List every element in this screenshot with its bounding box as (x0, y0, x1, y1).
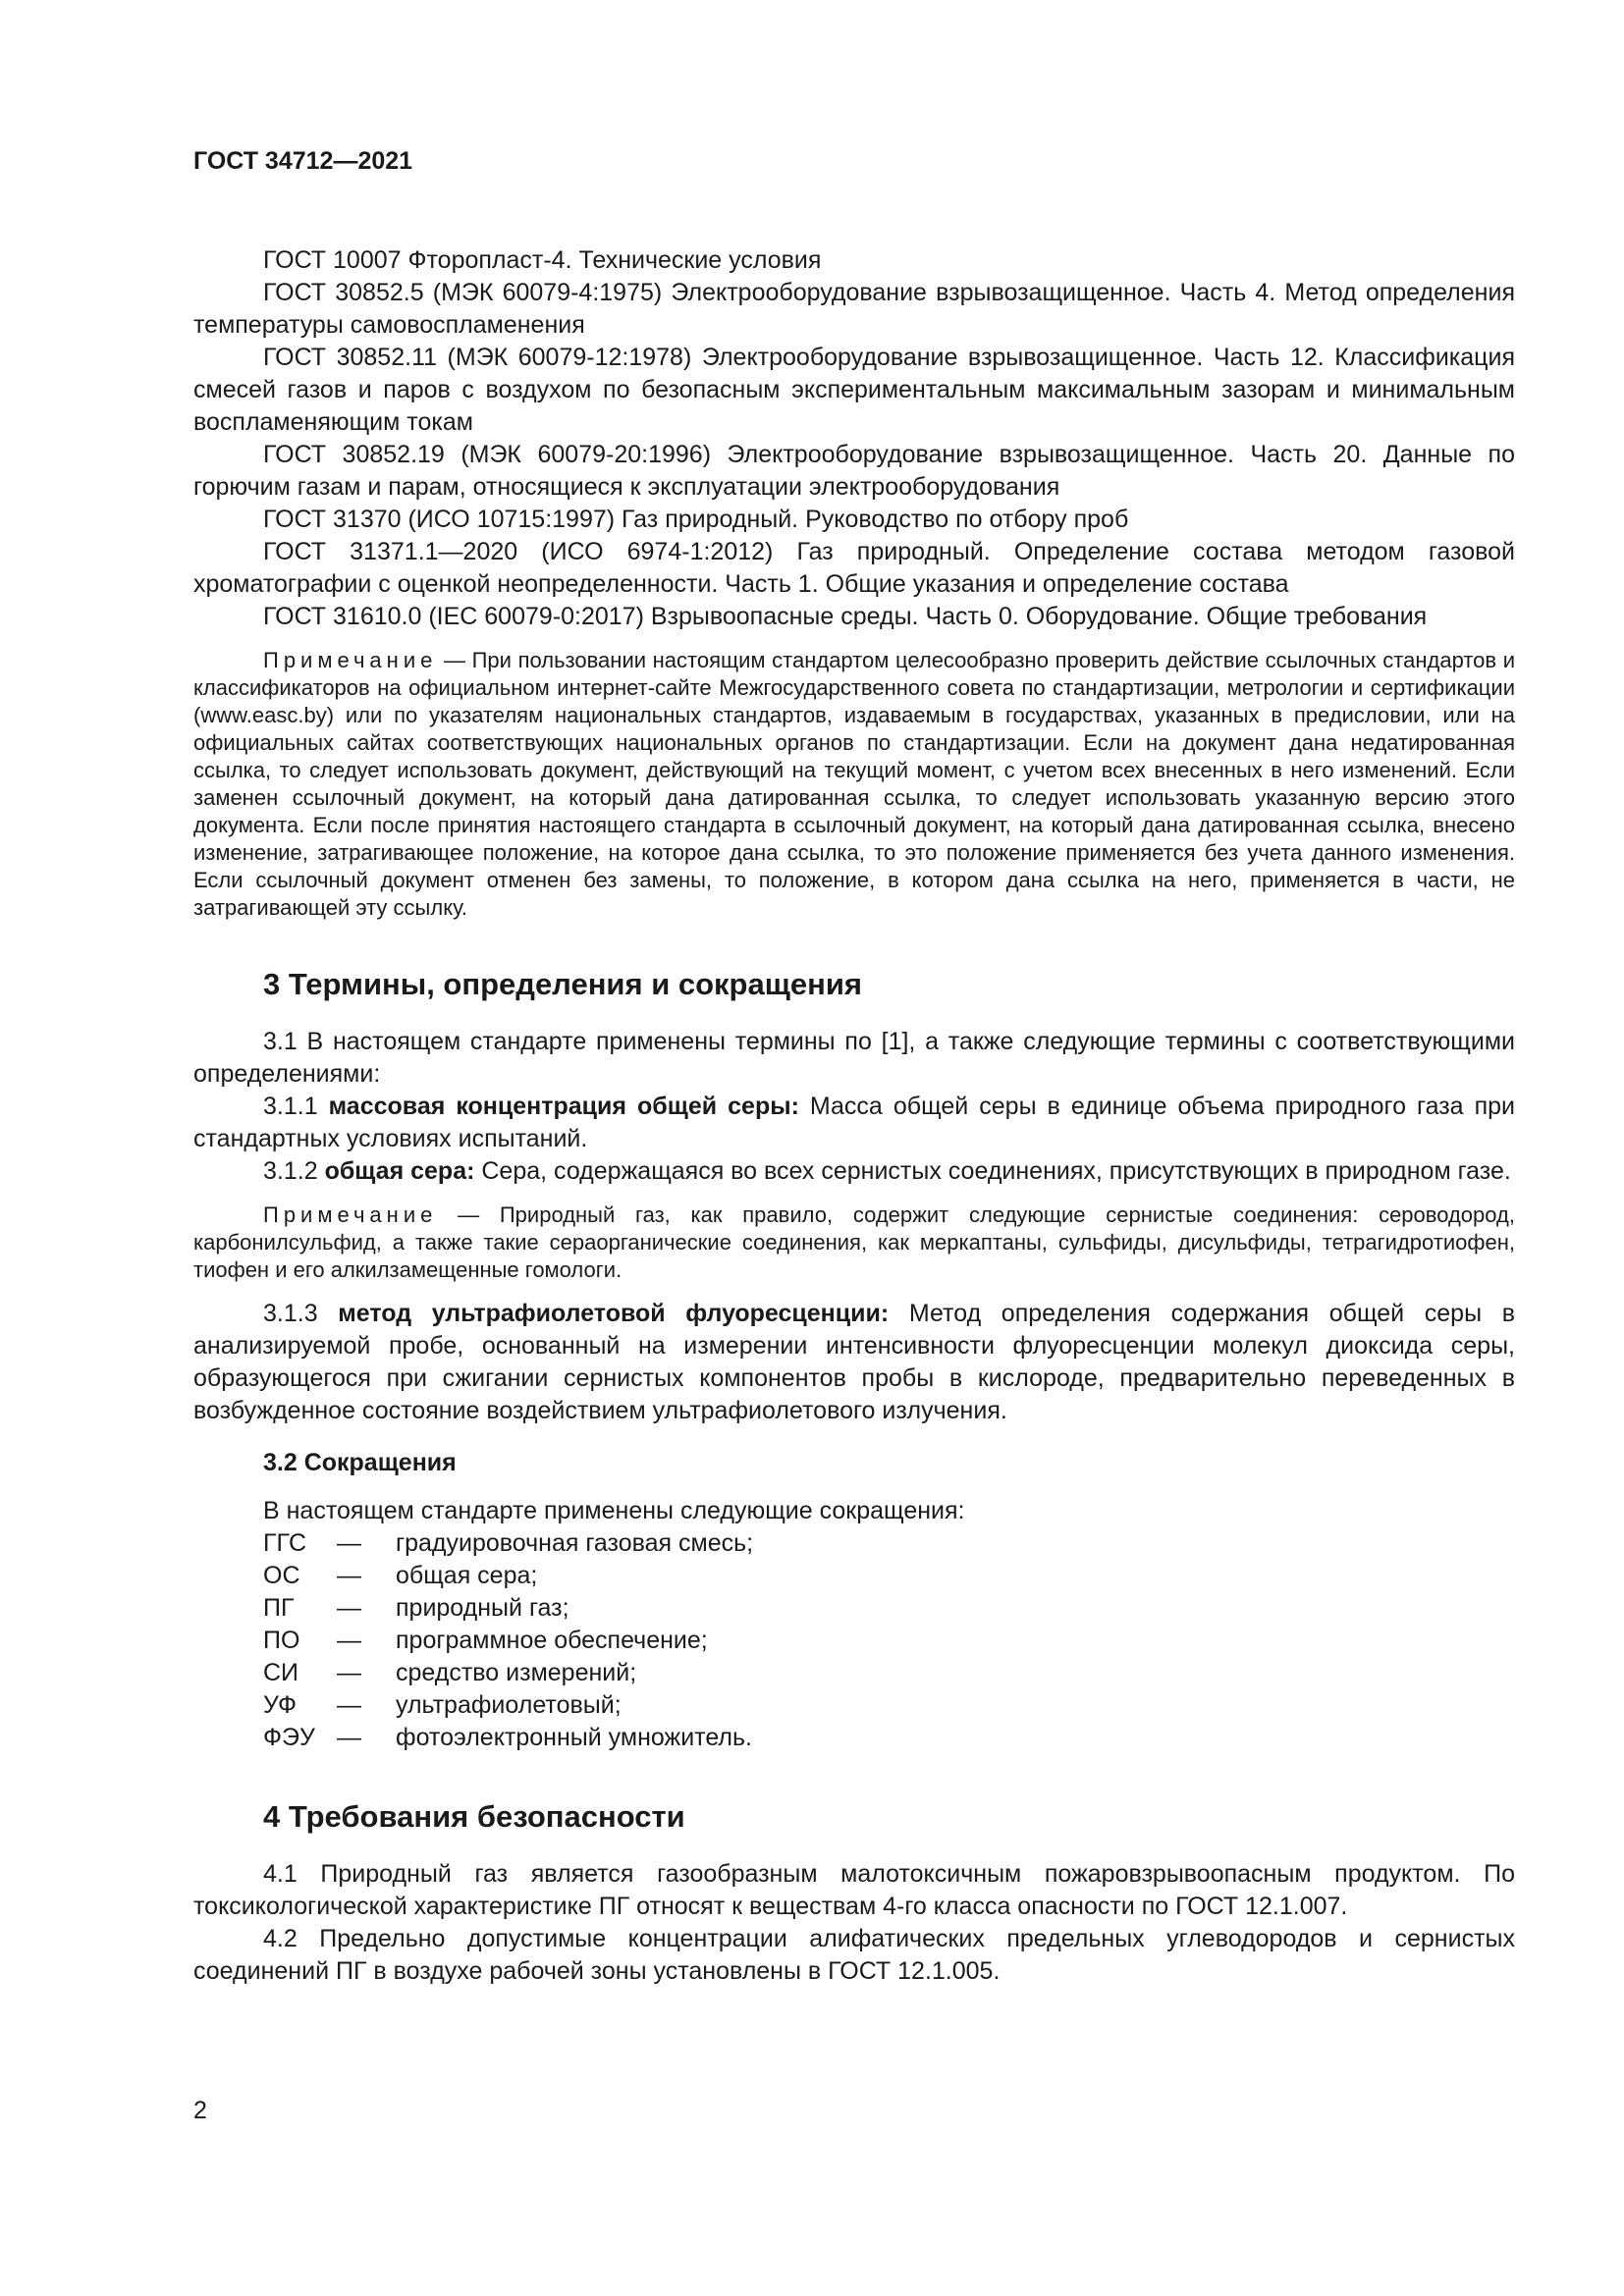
abbreviation-meaning: градуировочная газовая смесь; (396, 1529, 754, 1557)
reference-item: ГОСТ 30852.5 (МЭК 60079-4:1975) Электрооборудование взрывозащищенное. Часть 4. Метод определения температуры самовоспламенения (193, 279, 1515, 339)
abbreviation-dash: — (337, 1594, 361, 1622)
abbreviation: УФ (263, 1691, 298, 1719)
paragraph-4-1: 4.1 Природный газ является газообразным малотоксичным пожаровзрывоопасным продуктом. По токсикологической характеристике ПГ относят к веществам 4-го класса опасности по ГОСТ 12.1.007. (193, 1860, 1515, 1920)
term-definition: Метод определения содержания общей серы в анализируемой пробе, основанный на измерении интенсивности флуоресценции молекул диоксида серы, образующегося при сжигании сернистых компонентов пробы в кислороде, предварительно переведенных в возбужденное состояние воздействием ультрафиолетового излучения. (193, 1300, 1515, 1424)
note-text: — При пользовании настоящим стандартом целесообразно проверить действие ссылочных стандартов и классификаторов на официальном интернет-сайте Межгосударственного совета по стандартизации, метрологии и сертификации (www.easc.by) или по указателям национальных стандартов, издаваемым в государствах, указанных в предисловии, или на официальных сайтах соответствующих национальных органов по стандартизации. Если на документ дана недатированная ссылка, то следует использовать документ, действующий на текущий момент, с учетом всех внесенных в него изменений. Если заменен ссылочный документ, на который дана датированная ссылка, то следует использовать указанную версию этого документа. Если после принятия настоящего стандарта в ссылочный документ, на который дана датированная ссылка, внесено изменение, затрагивающее положение, на которое дана ссылка, то это положение применяется без учета данного изменения. Если ссылочный документ отменен без замены, то положение, в котором дана ссылка на него, применяется в части, не затрагивающей эту ссылку. (193, 648, 1516, 920)
abbreviation-row (263, 1689, 1515, 1722)
abbreviation-meaning: природный газ; (396, 1594, 569, 1622)
abbreviation-meaning: программное обеспечение; (396, 1627, 708, 1654)
note-sulfur-compounds (193, 1201, 1515, 1284)
reference-item: ГОСТ 30852.11 (МЭК 60079-12:1978) Электрооборудование взрывозащищенное. Часть 12. Классификация смесей газов и паров с воздухом по безопасным экспериментальным максимальным зазорам и минимальным воспламеняющим токам (193, 344, 1515, 436)
abbreviation-row (263, 1722, 1515, 1754)
term-definition: Сера, содержащаяся во всех сернистых соединениях, присутствующих в природном газе. (481, 1157, 1511, 1185)
abbreviation: ГГС (263, 1529, 307, 1557)
abbreviation: ФЭУ (263, 1724, 315, 1751)
abbreviation-meaning: общая сера; (396, 1562, 538, 1589)
abbreviation-dash: — (337, 1724, 361, 1751)
abbreviation-row (263, 1527, 1515, 1560)
term-name: массовая концентрация общей серы: (328, 1093, 799, 1120)
paragraph-4-2: 4.2 Предельно допустимые концентрации алифатических предельных углеводородов и сернистых соединений ПГ в воздухе рабочей зоны установлены в ГОСТ 12.1.005. (193, 1925, 1515, 1985)
term-number: 3.1.1 (263, 1093, 318, 1120)
note-label: Примечание (263, 648, 438, 672)
note-references (193, 647, 1515, 922)
abbreviation-meaning: фотоэлектронный умножитель. (396, 1724, 752, 1751)
term-3-1-3 (193, 1298, 1515, 1427)
abbreviation: ПО (263, 1627, 300, 1654)
section-3-title: 3 Термины, определения и сокращения (263, 967, 862, 1001)
page-number: 2 (193, 2097, 207, 2124)
abbreviation-row (263, 1625, 1515, 1657)
abbreviation-row (263, 1560, 1515, 1592)
term-3-1-1 (193, 1091, 1515, 1155)
reference-item: ГОСТ 31371.1—2020 (ИСО 6974-1:2012) Газ природный. Определение состава методом газовой хроматографии с оценкой неопределенности. Часть 1. Общие указания и определение состава (193, 538, 1515, 598)
abbreviation: СИ (263, 1659, 299, 1686)
abbreviation: ПГ (263, 1594, 295, 1622)
term-definition: Масса общей серы в единице объема природного газа при стандартных условиях испытаний. (193, 1093, 1515, 1152)
reference-item: ГОСТ 10007 Фторопласт-4. Технические условия (263, 246, 822, 274)
reference-item: ГОСТ 31370 (ИСО 10715:1997) Газ природный. Руководство по отбору проб (263, 506, 1129, 533)
term-name: метод ультрафиолетовой флуоресценции: (338, 1300, 890, 1327)
abbreviation-row (263, 1592, 1515, 1625)
reference-item: ГОСТ 31610.0 (IEC 60079-0:2017) Взрывоопасные среды. Часть 0. Оборудование. Общие требования (263, 603, 1428, 630)
abbreviations-intro: В настоящем стандарте применены следующие сокращения: (263, 1497, 965, 1524)
paragraph-3-1: 3.1 В настоящем стандарте применены термины по [1], а также следующие термины с соответствующими определениями: (193, 1028, 1515, 1088)
note-label: Примечание (263, 1202, 438, 1227)
subsection-3-2-title: 3.2 Сокращения (263, 1449, 457, 1476)
section-4-title: 4 Требования безопасности (263, 1799, 685, 1834)
abbreviation-dash: — (337, 1659, 361, 1686)
term-number: 3.1.3 (263, 1300, 318, 1327)
term-number: 3.1.2 (263, 1157, 318, 1185)
note-text: — Природный газ, как правило, содержит следующие сернистые соединения: сероводород, карбонилсульфид, а также такие сераорганические соединения, как меркаптаны, сульфиды, дисульфиды, тетрагидротиофен, тиофен и его алкилзамещенные гомологи. (193, 1202, 1515, 1282)
abbreviation-dash: — (337, 1529, 361, 1557)
term-3-1-2 (193, 1155, 1515, 1188)
references-list (193, 244, 1515, 633)
document-header: ГОСТ 34712—2021 (193, 147, 413, 175)
reference-item: ГОСТ 30852.19 (МЭК 60079-20:1996) Электрооборудование взрывозащищенное. Часть 20. Данные по горючим газам и парам, относящиеся к эксплуатации электрооборудования (193, 441, 1515, 501)
abbreviation-dash: — (337, 1562, 361, 1589)
abbreviation-dash: — (337, 1691, 361, 1719)
abbreviation: ОС (263, 1562, 300, 1589)
abbreviation-meaning: ультрафиолетовый; (396, 1691, 622, 1719)
abbreviation-dash: — (337, 1627, 361, 1654)
abbreviation-meaning: средство измерений; (396, 1659, 637, 1686)
abbreviations-list (263, 1527, 1515, 1754)
term-name: общая сера: (324, 1157, 475, 1185)
abbreviation-row (263, 1657, 1515, 1689)
document-page (193, 147, 1515, 1988)
